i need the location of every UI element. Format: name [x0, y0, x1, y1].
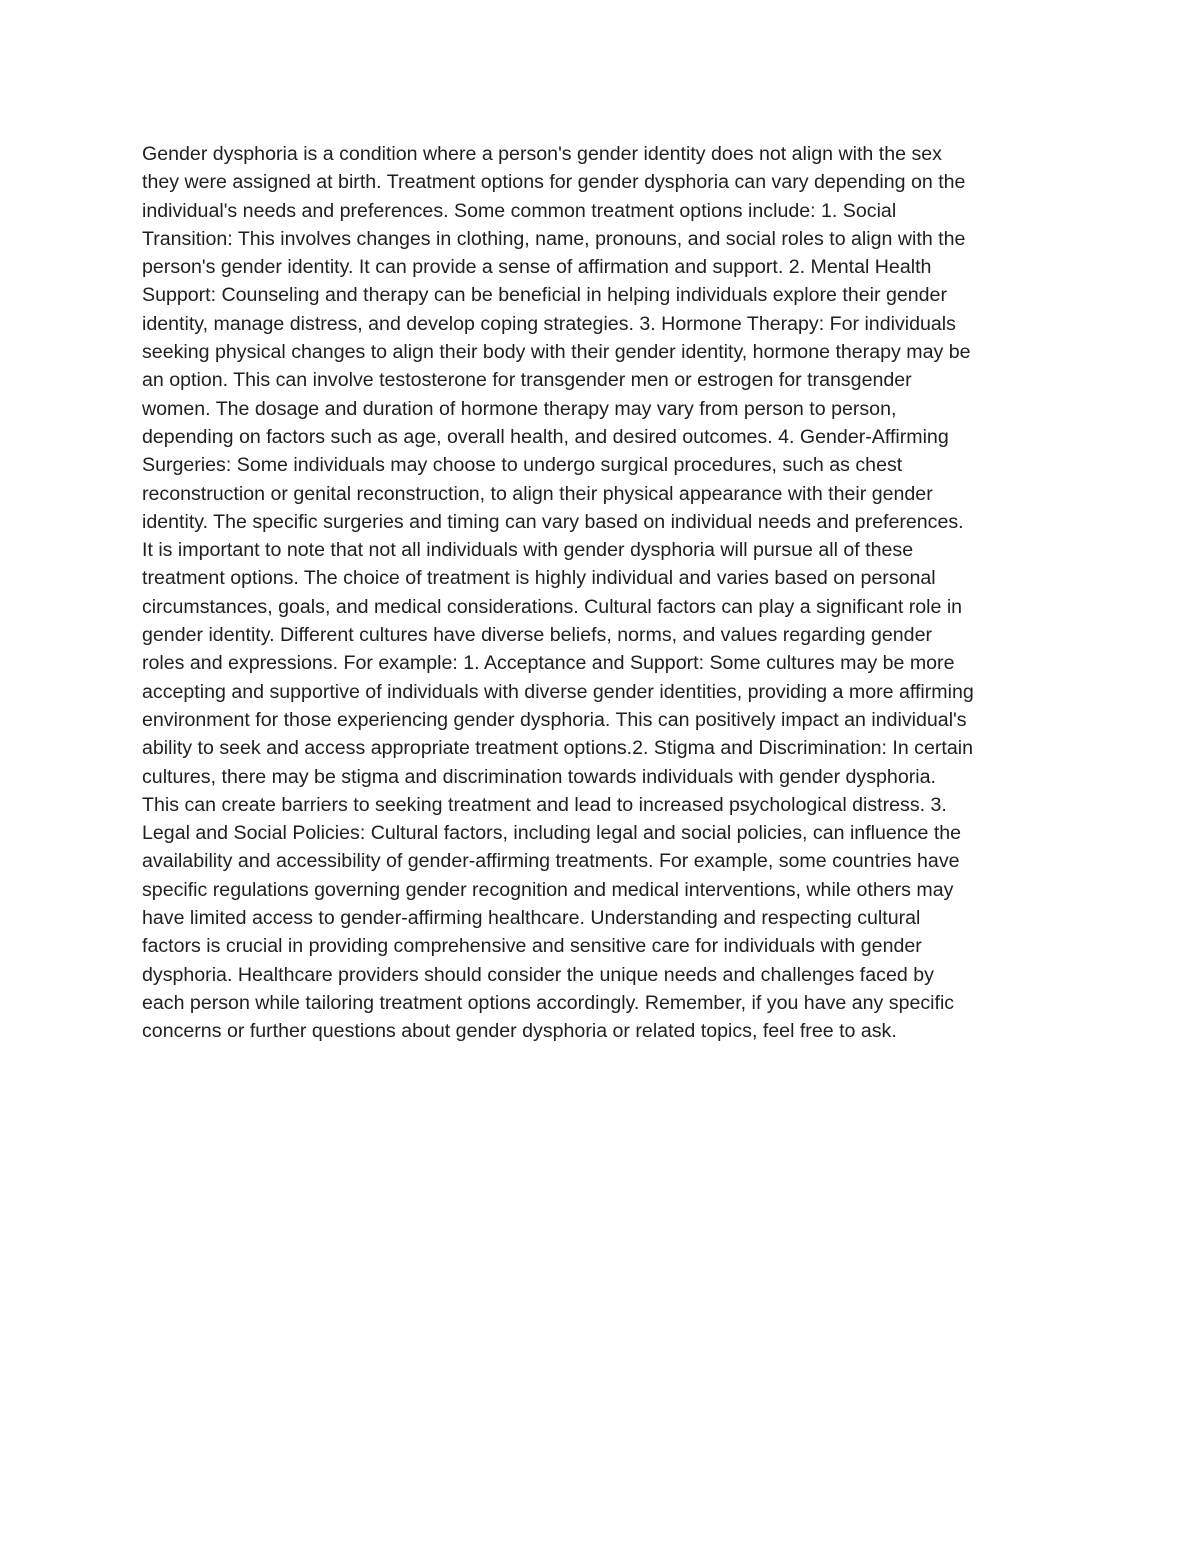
- text-line: Gender dysphoria is a condition where a person's gender identity does not align with the sex: [142, 143, 942, 165]
- text-line: roles and expressions. For example: 1. Acceptance and Support: Some cultures may be more: [142, 652, 955, 675]
- text-line: they were assigned at birth. Treatment options for gender dysphoria can vary depending on the: [142, 171, 966, 194]
- text-line: Legal and Social Policies: Cultural factors, including legal and social policies, can influence the: [142, 822, 962, 845]
- text-line: reconstruction or genital reconstruction, to align their physical appearance with their gender: [142, 482, 933, 505]
- text-line: identity, manage distress, and develop coping strategies. 3. Hormone Therapy: For individuals: [142, 312, 956, 335]
- text-line: It is important to note that not all individuals with gender dysphoria will pursue all of these: [142, 539, 914, 562]
- text-line: circumstances, goals, and medical considerations. Cultural factors can play a significant role in: [142, 595, 963, 618]
- text-line: specific regulations governing gender recognition and medical interventions, while others may: [142, 878, 954, 901]
- text-line: person's gender identity. It can provide a sense of affirmation and support. 2. Mental Health: [142, 256, 932, 279]
- body-paragraph: [142, 140, 1060, 1046]
- text-line: seeking physical changes to align their body with their gender identity, hormone therapy may be: [142, 341, 971, 364]
- text-line: individual's needs and preferences. Some common treatment options include: 1. Social: [142, 199, 897, 222]
- text-line: treatment options. The choice of treatment is highly individual and varies based on personal: [142, 567, 936, 590]
- text-line: an option. This can involve testosterone for transgender men or estrogen for transgender: [142, 369, 912, 392]
- text-line: depending on factors such as age, overall health, and desired outcomes. 4. Gender-Affirming: [142, 425, 949, 448]
- text-line: concerns or further questions about gender dysphoria or related topics, feel free to ask.: [142, 1020, 897, 1043]
- text-line: availability and accessibility of gender-affirming treatments. For example, some countries have: [142, 850, 960, 873]
- text-line: gender identity. Different cultures have diverse beliefs, norms, and values regarding gender: [142, 624, 933, 647]
- text-line: accepting and supportive of individuals with diverse gender identities, providing a more affirming: [142, 680, 974, 703]
- text-line: Surgeries: Some individuals may choose to undergo surgical procedures, such as chest: [142, 454, 903, 477]
- text-line: ability to seek and access appropriate treatment options.2. Stigma and Discrimination: In certain: [142, 737, 973, 760]
- text-line: have limited access to gender-affirming healthcare. Understanding and respecting cultural: [142, 907, 921, 930]
- text-line: This can create barriers to seeking treatment and lead to increased psychological distress. 3.: [142, 793, 947, 816]
- text-line: Support: Counseling and therapy can be beneficial in helping individuals explore their gender: [142, 284, 947, 307]
- text-line: women. The dosage and duration of hormone therapy may vary from person to person,: [142, 397, 897, 420]
- text-line: cultures, there may be stigma and discrimination towards individuals with gender dysphoria.: [142, 765, 936, 788]
- text-line: environment for those experiencing gender dysphoria. This can positively impact an individual's: [142, 708, 967, 731]
- text-line: each person while tailoring treatment options accordingly. Remember, if you have any specific: [142, 991, 955, 1014]
- text-line: factors is crucial in providing comprehensive and sensitive care for individuals with gender: [142, 935, 922, 958]
- text-line: Transition: This involves changes in clothing, name, pronouns, and social roles to align with the: [142, 227, 966, 250]
- text-line: identity. The specific surgeries and timing can vary based on individual needs and preferences.: [142, 510, 964, 533]
- text-line: dysphoria. Healthcare providers should consider the unique needs and challenges faced by: [142, 963, 934, 986]
